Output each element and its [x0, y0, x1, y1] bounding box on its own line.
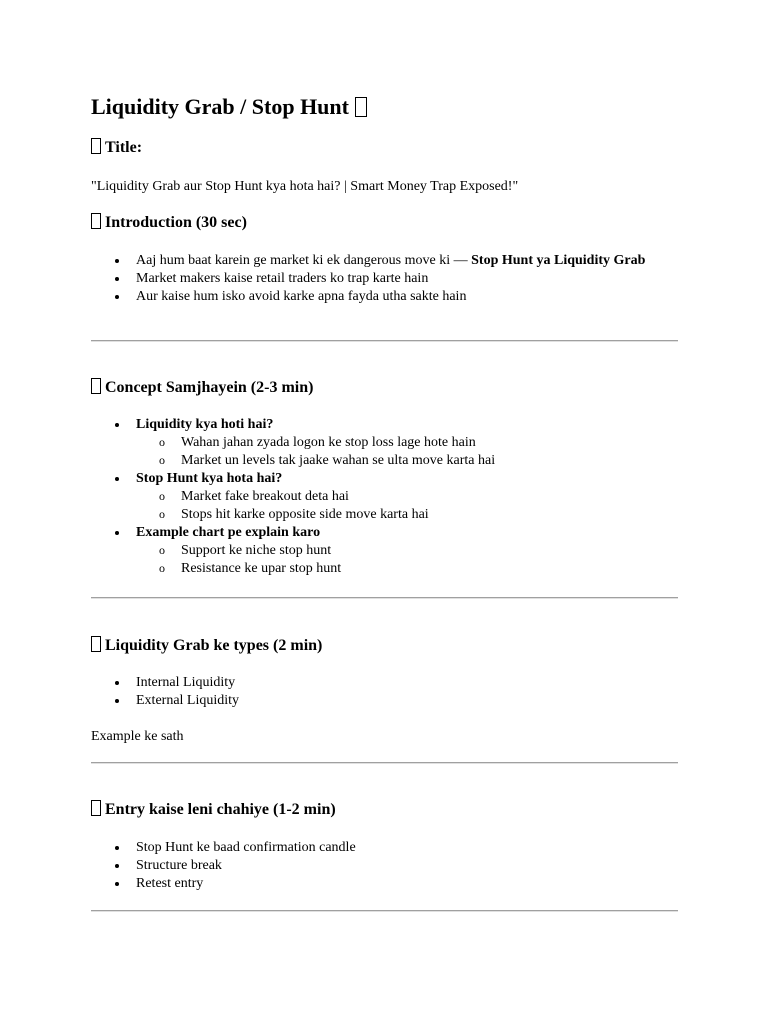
- sub-list-item: o Stops hit karke opposite side move karta hai: [136, 506, 678, 524]
- list-item: Aaj hum baat karein ge market ki ek dangerous move ki — Stop Hunt ya Liquidity Grab: [91, 252, 678, 270]
- entry-list: [91, 839, 678, 893]
- sub-list: [136, 434, 678, 470]
- list-item: Example chart pe explain karo o Support ke niche stop hunt o Resistance ke upar stop hunt: [91, 524, 678, 578]
- divider: [91, 910, 678, 912]
- sub-list: [136, 542, 678, 578]
- types-list: [91, 674, 678, 710]
- divider: [91, 340, 678, 342]
- sub-list-item: o Market un levels tak jaake wahan se ulta move karta hai: [136, 452, 678, 470]
- document-title-text: Liquidity Grab / Stop Hunt: [91, 94, 349, 119]
- missing-glyph-icon: [91, 138, 101, 154]
- missing-glyph-icon: [91, 213, 101, 229]
- section-heading-entry: Entry kaise leni chahiye (1-2 min): [91, 799, 336, 821]
- list-item: Stop Hunt ke baad confirmation candle: [91, 839, 678, 857]
- list-item: Liquidity kya hoti hai? o Wahan jahan zyada logon ke stop loss lage hote hain o Market un levels tak jaake wahan se ulta move karta hai: [91, 416, 678, 470]
- sub-list-item: o Resistance ke upar stop hunt: [136, 560, 678, 578]
- section-heading-concept: Concept Samjhayein (2-3 min): [91, 377, 313, 399]
- introduction-list: [91, 252, 678, 306]
- sub-list-item: o Market fake breakout deta hai: [136, 488, 678, 506]
- sub-list-item: o Support ke niche stop hunt: [136, 542, 678, 560]
- missing-glyph-icon: [91, 378, 101, 394]
- sub-list-item: o Wahan jahan zyada logon ke stop loss lage hote hain: [136, 434, 678, 452]
- types-note: Example ke sath: [91, 729, 184, 744]
- document-title: [91, 92, 367, 122]
- section-heading-types: Liquidity Grab ke types (2 min): [91, 635, 322, 657]
- sub-list: [136, 488, 678, 524]
- concept-list: [91, 416, 678, 578]
- divider: [91, 762, 678, 764]
- section-heading-title: Title:: [91, 137, 142, 159]
- emphasis-text: Stop Hunt ya Liquidity Grab: [471, 253, 646, 268]
- list-item: Internal Liquidity: [91, 674, 678, 692]
- title-text: "Liquidity Grab aur Stop Hunt kya hota hai? | Smart Money Trap Exposed!": [91, 179, 519, 194]
- divider: [91, 597, 678, 599]
- missing-glyph-icon: [91, 800, 101, 816]
- missing-glyph-icon: [355, 97, 367, 117]
- list-item: Stop Hunt kya hota hai? o Market fake breakout deta hai o Stops hit karke opposite side move karta hai: [91, 470, 678, 524]
- list-item: Market makers kaise retail traders ko trap karte hain: [91, 270, 678, 288]
- list-item: Structure break: [91, 857, 678, 875]
- list-item: Aur kaise hum isko avoid karke apna fayda utha sakte hain: [91, 288, 678, 306]
- section-heading-introduction: Introduction (30 sec): [91, 212, 247, 234]
- list-item: External Liquidity: [91, 692, 678, 710]
- missing-glyph-icon: [91, 636, 101, 652]
- list-item: Retest entry: [91, 875, 678, 893]
